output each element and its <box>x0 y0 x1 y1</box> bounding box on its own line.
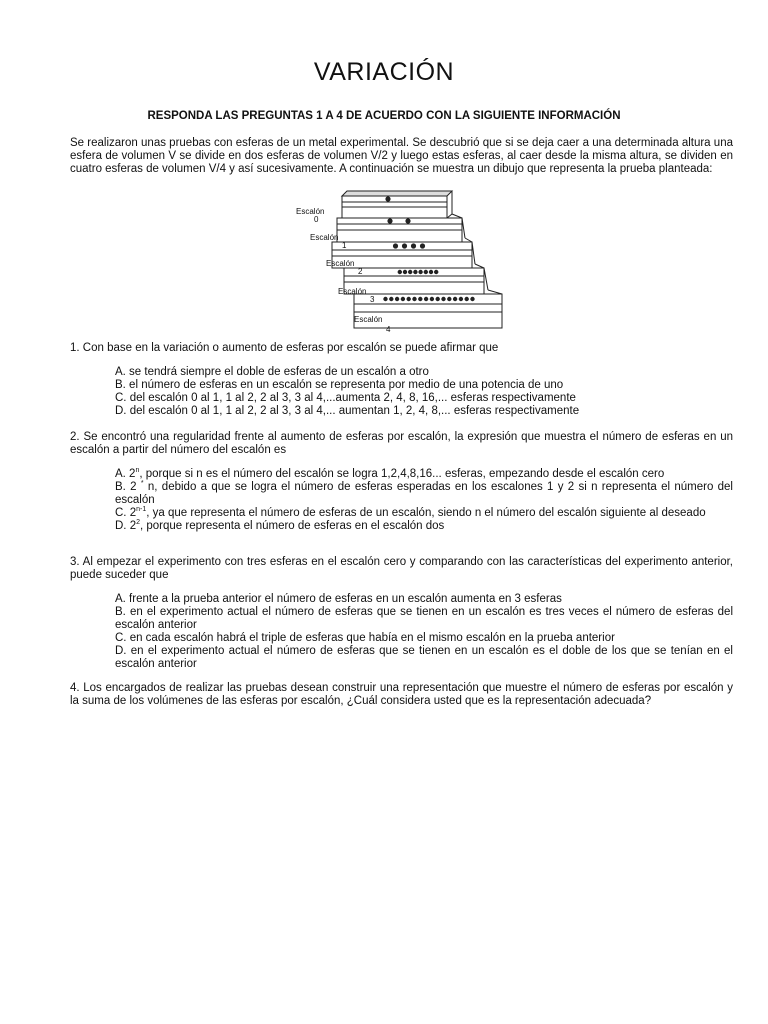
sphere <box>436 297 440 301</box>
sphere <box>430 297 434 301</box>
instructions-heading: RESPONDA LAS PREGUNTAS 1 A 4 DE ACUERDO CON LA SIGUIENTE INFORMACIÓN <box>147 110 621 122</box>
step-label-3: Escalón <box>338 287 367 296</box>
q3-option-d: D. en el experimento actual el número de esferas que se tienen en un escalón es el doble de los que se tenían en el escalón anterior <box>115 645 733 670</box>
sphere <box>447 297 451 301</box>
question-4 <box>70 682 733 708</box>
page-title: VARIACIÓN <box>313 58 455 86</box>
step-num-3: 3 <box>370 295 375 304</box>
sphere <box>424 297 428 301</box>
sphere <box>441 297 445 301</box>
step-num-1: 1 <box>342 241 347 250</box>
sphere <box>407 297 411 301</box>
q2-option-c: C. 2$^{n-1}$, ya que representa el número de esferas de un escalón, siendo n el número del escalón siguiente al deseado <box>115 506 706 519</box>
sphere <box>412 297 416 301</box>
sphere <box>418 297 422 301</box>
step-num-2: 2 <box>358 267 363 276</box>
sphere <box>383 297 387 301</box>
q1-option-a: A. se tendrá siempre el doble de esferas de un escalón a otro <box>115 366 429 378</box>
question-1-text: 1. Con base en la variación o aumento de esferas por escalón se puede afirmar que <box>70 342 499 354</box>
sphere <box>395 297 399 301</box>
sphere <box>413 270 417 274</box>
q3-option-b: B. en el experimento actual el número de esferas que se tienen en un escalón es tres veces el número de esferas del escalón anterior <box>115 606 733 631</box>
sphere <box>429 270 433 274</box>
question-4-text: 4. Los encargados de realizar las pruebas desean construir una representación que muestre el número de esferas por escalón y la suma de los volúmenes de las esferas por escalón, ¿Cuál considera usted que es la representación adecuada? <box>70 682 733 707</box>
step-label-0: Escalón <box>296 207 325 216</box>
sphere <box>411 243 416 248</box>
question-2 <box>70 431 733 533</box>
sphere <box>405 218 410 223</box>
sphere <box>408 270 412 274</box>
step-0 <box>342 191 452 196</box>
q2-option-a: A. 2$^n$, porque si n es el número del escalón se logra 1,2,4,8,16... esferas, empezando desde el escalón cero <box>115 467 665 480</box>
step-label-4: Escalón <box>354 315 383 324</box>
sphere <box>389 297 393 301</box>
sphere <box>402 243 407 248</box>
step-label-2: Escalón <box>326 259 355 268</box>
q2-option-d: D. $2^2$, porque representa el número de esferas en el escalón dos <box>115 519 445 532</box>
q1-option-b: B. el número de esferas en un escalón se representa por medio de una potencia de uno <box>115 379 564 391</box>
question-1 <box>70 342 733 418</box>
staircase-figure <box>292 188 512 336</box>
q3-option-c: C. en cada escalón habrá el triple de esferas que había en el mismo escalón en la prueba anterior <box>115 632 615 644</box>
step-label-1: Escalón <box>310 233 339 242</box>
q3-option-a: A. frente a la prueba anterior el número de esferas en un escalón aumenta en 3 esferas <box>115 593 562 605</box>
sphere <box>418 270 422 274</box>
sphere <box>403 270 407 274</box>
q1-option-c: C. del escalón 0 al 1, 1 al 2, 2 al 3, 3 al 4,...aumenta 2, 4, 8, 16,... esferas respectivamente <box>115 392 576 404</box>
sphere <box>420 243 425 248</box>
sphere <box>398 270 402 274</box>
sphere <box>393 243 398 248</box>
sphere <box>385 196 390 201</box>
intro-paragraph: Se realizaron unas pruebas con esferas de un metal experimental. Se descubrió que si se deja caer a una determinada altura una esfera de volumen V se divide en dos esferas de volumen V/2 y luego estas esferas, al caer desde la misma altura, se dividen en cuatro esferas de volumen V/4 y así sucesivamente. A continuación se muestra un dibujo que representa la prueba planteada: <box>70 137 733 175</box>
sphere <box>387 218 392 223</box>
sphere <box>459 297 463 301</box>
sphere <box>465 297 469 301</box>
step-num-0: 0 <box>314 215 319 224</box>
q1-option-d: D. del escalón 0 al 1, 1 al 2, 2 al 3, 3 al 4,... aumentan 1, 2, 4, 8,... esferas respectivamente <box>115 405 580 417</box>
question-3 <box>70 556 733 671</box>
q2-option-b: B. 2 * n, debido a que se logra el número de esferas esperadas en los escalones 1 y 2 si n representa el número del escalón <box>115 480 733 506</box>
question-3-text: 3. Al empezar el experimento con tres esferas en el escalón cero y comparando con las características del experimento anterior, puede suceder que <box>70 556 733 581</box>
sphere <box>424 270 428 274</box>
sphere <box>401 297 405 301</box>
sphere <box>434 270 438 274</box>
sphere <box>470 297 474 301</box>
step-num-4: 4 <box>386 325 391 334</box>
sphere <box>453 297 457 301</box>
question-2-text: 2. Se encontró una regularidad frente al aumento de esferas por escalón, la expresión que muestra el número de esferas en un escalón a partir del número del escalón es <box>70 431 733 456</box>
